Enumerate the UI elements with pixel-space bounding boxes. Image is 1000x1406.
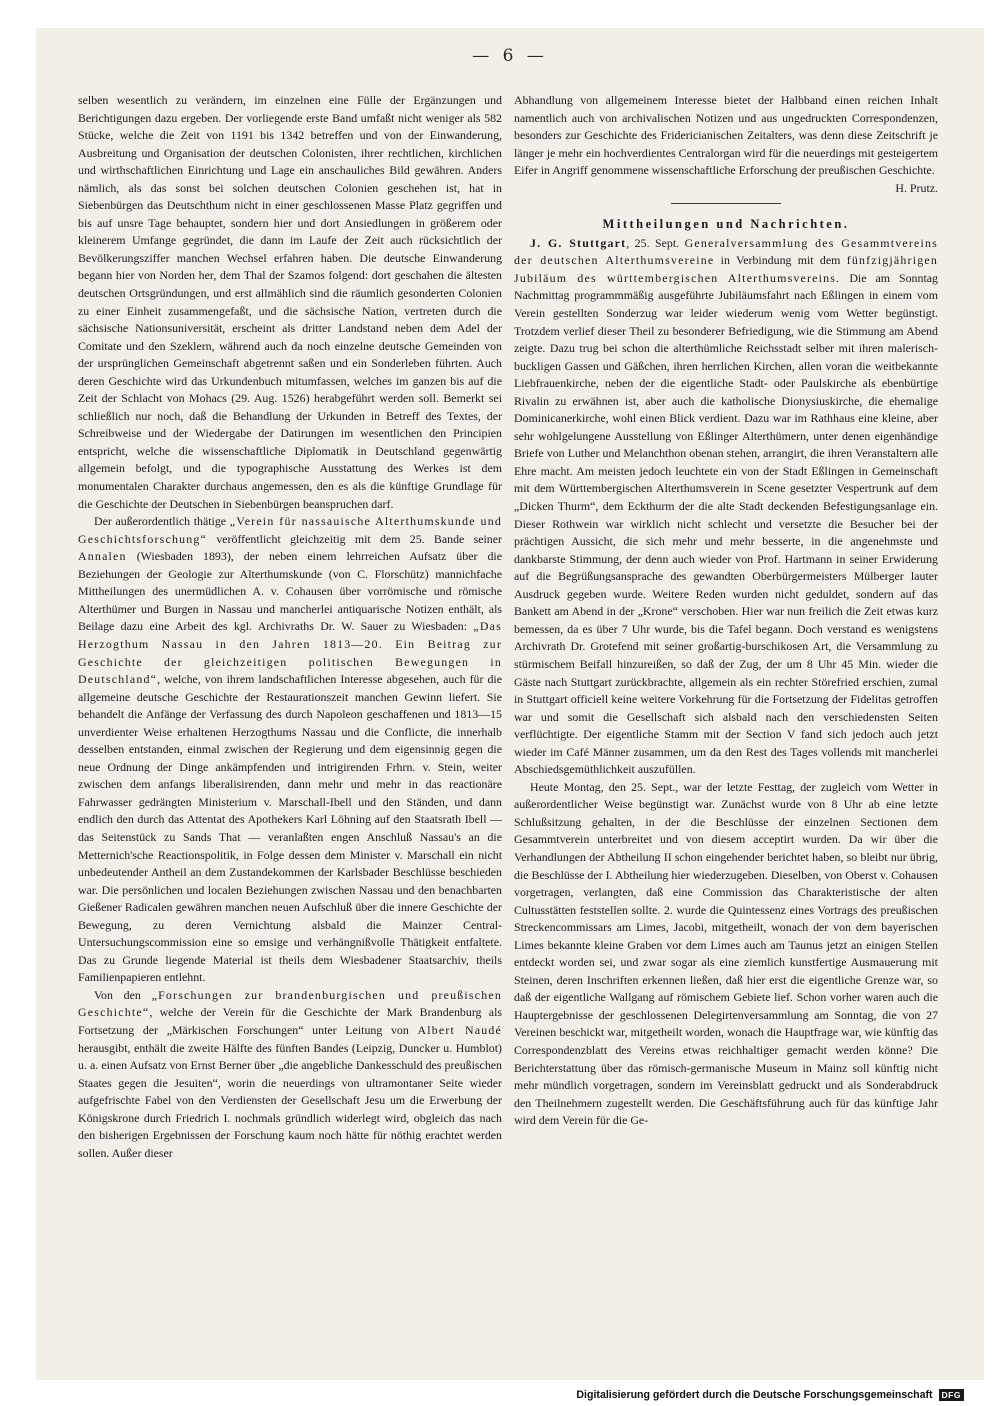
forschungen-title: „Forschungen zur brandenburgischen und preußischen Geschichte“ [78, 987, 502, 1020]
abhandlung-text: Abhandlung von allgemeinem Interesse bietet der Halbband einen reichen Inhalt namentlich auch von archivalischen Notizen und aus ungedruckten Correspondenzen, besonders zur Geschichte des Fridericianischen Zeitalters, was denn diese Zeitschrift je länger je mehr ein hochverdientes Centralorgan wird für die neuerdings mit gesteigertem Eifer in Angriff genommene wissenschaftliche Erforschung der preußischen Geschichte. [514, 93, 938, 178]
section-divider [671, 203, 781, 204]
annalen-title: Annalen [78, 549, 127, 564]
left-column [78, 92, 502, 1162]
forschungen-text-a: Von den [94, 987, 141, 1002]
nassau-text-b: (Wiesbaden 1893), der neben einem lehrreichen Aufsatz über die Beziehungen der Geologie zur Alterthumskunde (von C. Florschütz) mannichfache Mittheilungen des unermüdlichen A. v. Cohausen über vorrömische und römische Alterthümer und Burgen in Nassau und mancherlei antiquarische Notizen enthält, als Beilage dazu eine Arbeit des kgl. Archivraths Dr. W. Sauer zu Wiesbaden: [78, 549, 502, 634]
nassau-intro: Der außerordentlich thätige [94, 514, 227, 529]
forschungen-editor: Albert Naudé [417, 1022, 502, 1037]
section-heading: Mittheilungen und Nachrichten. [602, 217, 850, 232]
digitization-footer [576, 1389, 964, 1401]
footer-credit: Digitalisierung gefördert durch die Deutsche Forschungsgemeinschaft [576, 1389, 933, 1401]
report-connector: in Verbindung mit dem [720, 253, 841, 268]
report-text: Die am Sonntag Nachmittag programmmäßig ausgeführte Jubiläumsfahrt nach Eßlingen in einem vom Verein gestellten Sonderzug war leider wiederum wenig vom Wetter begünstigt. Trotzdem verlief dieser Theil zu besonderer Befriedigung, wie die Stimmung am Abend zeigte. Dazu trug bei schon die alterthümliche Reichsstadt selber mit ihren malerisch-buckligen Gassen und Gäßchen, ihren herrlichen Kirchen, allen voran die weitbekannte Liebfrauenkirche, neben der die eigentliche Stadt- oder Paulskirche als ebenbürtige Rivalin zu erwähnen ist, aber auch die katholische Dionysiuskirche, die ehemalige Dominicanerkirche, wohl einen Blick verdient. Dazu war im Rathhaus eine kleine, aber sehr wohlgelungene Ausstellung von Eßlinger Alterthümern, unter denen eigenhändige Briefe von Luther und Melanchthon obenan stehen, arrangirt, die ihren Veranstaltern alle Ehre macht. Am meisten jedoch leuchtete ein von der Stadt Eßlingen in Gemeinschaft mit dem Württembergischen Alterthumsverein in Scene gesetzter Vespertrunk auf dem „Dicken Thurm“, dem Eckthurm der die alte Stadt deckenden Befestigungsanlage ein. Dieser Rothwein war wirklich nicht schlecht und versetzte die Besucher bei der prächtigen Aussicht, die sich mehr und mehr besserte, in die angenehmste und dankbarste Stimmung, der denn auch wieder von Prof. Hartmann in seiner Erwiderung auf die Begrüßungsansprache des gewandten Oberbürgermeisters Mülberger lauter Ausdruck gegeben wurde. Weitere Reden wurden nicht geduldet, sondern auf das Bankett am Abend in der „Krone“ verschoben. Hier war nun freilich die Zeit etwas kurz bemessen, da es über 7 Uhr wurde, bis die Tafel begann. Doch verstand es wenigstens Archivrath Dr. Grotefend mit seiner großartig-burschikosen Art, die Versammlung zu stürmischem Beifall hinzureißen, so daß der Zug, der um 8 Uhr 45 Min. wieder die Gäste nach Stuttgart zurückbrachte, allgemein als ein rechter Störefried erschien, zumal in Stuttgart officiell keine weitere Vorkehrung für die Fortsetzung der Fidelitas getroffen war und somit die Gesellschaft sich alsbald nach den verschiedensten Seiten verflüchtigte. Der eigentliche Stamm mit der Section V fand sich jedoch auch jetzt wieder im Café Männer zusammen, um da den Rest des Tages vollends mit mancherlei Abschiedsgemüthlichkeit auszufüllen. [514, 270, 938, 777]
paragraph-nassau [78, 513, 502, 987]
paragraph-montag: Heute Montag, den 25. Sept., war der letzte Festtag, der zugleich vom Wetter in außerordentlicher Weise begünstigt war. Zunächst wurde von 8 Uhr ab eine letzte Schlußsitzung gehalten, in der die Beschlüsse der einzelnen Sectionen dem Gesammtverein unterbreitet und von diesem acceptirt wurden. Da wir über die Verhandlungen der Abtheilung II schon eingehender berichtet haben, so bleibt nur übrig, die Beschlüsse der I. Abtheilung hier wiederzugeben. Dieselben, von Oberst v. Cohausen vorgetragen, verlangten, daß eine Commission das Charakteristische der alten Cultusstätten feststellen sollte. 2. wurde die Quintessenz eines Vortrags des preußischen Streckencommissars am Limes, Jacobi, mitgetheilt, wonach der von dem bayerischen Limes bekannte kleine Graben vor dem Limes auch am Taunus jetzt an einigen Stellen entdeckt worden sei, und zwar sogar als eine ziemlich kunstfertige Ausmauerung mit Steinen, deren Inschriften erkennen ließen, daß hier erst die eigentliche Grenze war, so daß der eigentliche Wallgang auf römischem Gebiete lief. Schon vorher waren auch die Hauptergebnisse der geschlossenen Delegirtenversammlung am Sonntag, die von 27 Vereinen beschickt war, mitgetheilt worden, wonach die Hauptfrage war, wie künftig das Correspondenzblatt des Vereins etwas reichhaltiger gemacht werden könne? Die Berichterstattung über das römisch-germanische Museum in Mainz soll künftig nicht mehr mündlich vorgetragen, sondern im Vereinsblatt gedruckt und als Sonderabdruck den Theilnehmern zugestellt werden. Die Geschäftsführung auch für das künftige Jahr wird dem Verein für die Ge- [514, 779, 938, 1128]
report-generalversammlung: Generalversammlung des Gesammtvereins der deutschen Alterthumsvereine [514, 235, 938, 268]
report-jubilaeum: fünfzigjährigen Jubiläum des württembergischen Alterthumsvereins. [514, 253, 938, 285]
nassau-society-name: „Verein für nassauische Alterthumskunde und Geschichtsforschung“ [78, 514, 502, 546]
report-date: , 25. Sept. [626, 235, 680, 250]
scanned-page [36, 28, 984, 1380]
paragraph-siebenbuergen: selben wesentlich zu verändern, im einzelnen eine Fülle der Ergänzungen und Berichtigungen dazu ergeben. Der vorliegende erste Band umfaßt nicht weniger als 582 Stücke, welche die Zeit von 1191 bis 1342 betreffen und von der Einwanderung, Ausbreitung und Organisation der deutschen Colonisten, ihrer rechtlichen, kirchlichen und wirthschaftlichen Einrichtung und Lage ein anschauliches Bild gewähren. Anders nämlich, als das sonst bei solchen deutschen Colonien geschehen ist, hat in Siebenbürgen das Deutschthum nicht in einer geschlossenen Masse Platz gegriffen und bis auf unsre Tage behauptet, sondern hier und dort Ansiedlungen in größerem oder kleinerem Umfange gegründet, die dann im Laufe der Zeit auch rücksichtlich der Bevölkerungsziffer manchen Wechsel erfahren haben. Die deutsche Einwanderung begann hier von Norden her, dem Thal der Szamos folgend: dort geschahen die ältesten deutschen Ortsgründungen, und erst allmählich sind die räumlich gesonderten Colonien zu einer Einheit zusammengefaßt, und die sächsische Nation, vertreten durch die sächsische Nationsuniversität, erscheint als dritter Landstand neben dem Adel der Comitate und den Szeklern, während auch da noch einzelne deutsche Gemeinden von der ursprünglichen Gemeinschaft abgetrennt saßen und ein Sonderleben führten. Auch deren Geschichte wird das Urkundenbuch mitumfassen, welches im ganzen bis auf die Zeit der Schlacht von Mohacs (29. Aug. 1526) herabgeführt werden soll. Bemerkt sei schließlich nur noch, daß die Behandlung der Urkunden in Betreff des Textes, der Schreibweise und der Wiedergabe der Datirungen im wesentlichen den Principien entspricht, welche die wissenschaftliche Diplomatik in Deutschland gegenwärtig allgemein befolgt, und die typographische Ausstattung des Werkes ist dem monumentalen Charakter durchaus angemessen, den es als die künftige Grundlage für die Geschichte der Deutschen in Siebenbürgen beanspruchen darf. [78, 93, 502, 511]
dfg-logo: DFG [939, 1389, 964, 1401]
author-signature: H. Prutz. [895, 180, 938, 195]
nassau-text-a: veröffentlicht gleichzeitig mit dem 25. Bande seiner [216, 531, 502, 546]
page-number: — 6 — [472, 46, 548, 66]
forschungen-text-b: , welche der Verein für die Geschichte der Mark Brandenburg als Fortsetzung der „Märkischen Forschungen“ unter Leitung von [78, 1005, 502, 1037]
report-place: J. G. Stuttgart [530, 235, 627, 250]
paragraph-forschungen [78, 987, 502, 1162]
paragraph-stuttgart-report [514, 235, 938, 779]
nassau-text-c: , welche, von ihrem landschaftlichen Interesse abgesehen, auch für die allgemeine deutsche Geschichte der Restaurationszeit manchen Gewinn liefert. Sie behandelt die Anfänge der Verfassung des durch Napoleon geschaffenen und 1813—15 unverdienter Weise erhaltenen Herzogthums Nassau und die Conflicte, die innerhalb desselben entstanden, einmal zwischen der Regierung und dem eigensinnig gegen die neue Ordnung der Dinge ankämpfenden und intrigirenden Frhrn. v. Stein, weiter zwischen dem anfangs liberalisirenden, dann mehr und mehr in das reactionäre Fahrwasser gedrängten Ministerium v. Marschall-Ibell und den Ständen, und dann endlich den durch das Attentat des Apothekers Karl Löhning auf den Staatsrath Ibell — das Seitenstück zu Sands That — veranlaßten engen Anschluß Nassau's an die Metternich'sche Reactionspolitik, in Folge dessen dem Minister v. Marschall ein nicht unbedeutender Antheil an dem Zustandekommen der Karlsbader Beschlüsse beschieden war. Die persönlichen und localen Beziehungen zwischen Nassau und den benachbarten Gießener Radicalen gewähren manchen neuen Aufschluß über die innere Geschichte der Bewegung, zu deren Vernichtung alsbald die Mainzer Central-Untersuchungscommission eine so emsige und verhängnißvolle Thätigkeit entfaltete. Das zu Grunde liegende Material ist theils dem Wiesbadener Staatsarchiv, theils Familienpapieren entlehnt. [78, 672, 502, 985]
paragraph-abhandlung [514, 92, 938, 197]
forschungen-text-c: herausgibt, enthält die zweite Hälfte des fünften Bandes (Leipzig, Duncker u. Humblot) u. a. einen Aufsatz von Ernst Berner über „die angebliche Dankesschuld des preußischen Staates gegen die Jesuiten“, worin die neuerdings von ultramontaner Seite wieder aufgefrischte Fabel von den Verdiensten der Gesellschaft Jesu um die Erwerbung der Königskrone durch Friedrich I. nochmals gründlich widerlegt wird, obgleich das nach den bisherigen Ergebnissen der Forschung kaum noch hätte für nöthig erachtet werden sollen. Außer dieser [78, 1040, 502, 1160]
right-column [514, 92, 938, 1130]
herzogthum-title: „Das Herzogthum Nassau in den Jahren 1813—20. Ein Beitrag zur Geschichte der gleichzeitigen politischen Bewegungen in Deutschland“ [78, 619, 502, 687]
